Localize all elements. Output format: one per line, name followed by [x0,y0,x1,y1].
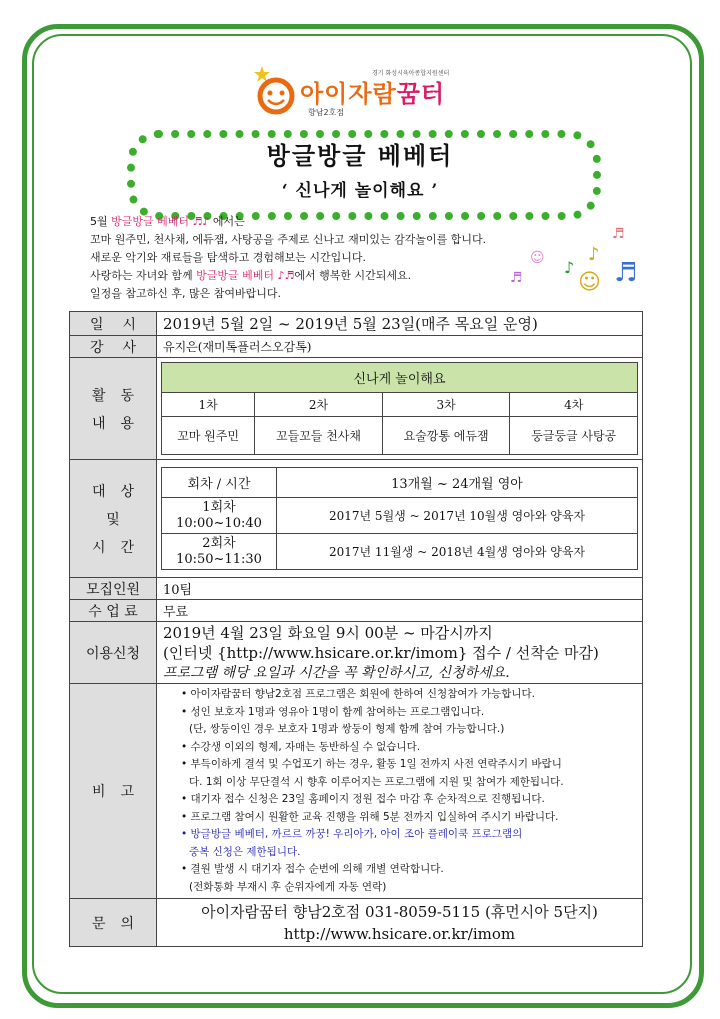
remark-item: 다. 1회 이상 무단결석 시 향후 이루어지는 프로그램에 지원 및 참여가 제한됩니다. [189,775,564,788]
value-recruit: 10팀 [157,578,643,600]
session-1-target: 2017년 5월생 ~ 2017년 10월생 영아와 양육자 [277,498,638,534]
music-note-icon: ♬ [614,258,638,288]
music-note-icon: ♪ [588,244,600,265]
value-fee: 무료 [157,600,643,622]
intro-line-1: 5월 방글방글 베베터 ♬♪ 에서는 [90,215,245,228]
apply-period: 2019년 4월 23일 화요일 9시 00분 ~ 마감시까지 [163,623,493,642]
value-target [157,460,643,578]
remark-item: • 프로그램 참여시 원활한 교육 진행을 위해 5분 전까지 입실하여 주시기 바랍니다. [181,810,559,823]
label-contact: 문 의 [70,899,157,947]
activity-table [161,362,638,455]
value-activity [157,358,643,460]
page-title: 방글방글 베베터 [266,141,454,170]
apply-notice: 프로그램 해당 요일과 시간을 꼭 확인하시고, 신청하세요. [163,664,510,681]
logo [252,64,492,124]
label-activity: 활 동 내 용 [70,358,157,460]
activity-round: 3차 [382,393,510,417]
intro-line-2: 꼬마 원주민, 천사채, 에듀잼, 사탕공을 주제로 신나고 재미있는 감각놀이를 합니다. [90,233,487,246]
session-1: 1회차 10:00~10:40 [162,498,277,534]
label-fee: 수 업 료 [70,600,157,622]
remark-item: (단, 쌍둥이인 경우 보호자 1명과 쌍둥이 형제 함께 참여 가능합니다.) [189,723,505,735]
logo-center-name: 경기 화성시육아종합지원센터 [372,70,450,77]
value-apply [157,622,643,684]
target-head-val: 13개월 ~ 24개월 영아 [277,468,638,498]
music-note-icon: ♪ [564,258,575,277]
contact-url[interactable]: http://www.hsicare.or.kr/imom [283,924,516,943]
intro-line-4: 사랑하는 자녀와 함께 방글방글 베베터 ♪♬에서 행복한 시간되세요. [90,269,412,282]
target-head-col: 회차 / 시간 [162,468,277,498]
apply-method: (인터넷 {http://www.hsicare.or.kr/imom} 접수 / 선착순 마감) [163,643,599,662]
page-subtitle: ‘ 신나게 놀이해요 ’ [281,181,439,201]
label-apply: 이용신청 [70,622,157,684]
label-remarks: 비 고 [70,684,157,899]
row-date [70,312,643,336]
value-contact [157,899,643,947]
activity-round: 2차 [255,393,383,417]
remark-item: (전화통화 부재시 후 순위자에게 자동 연락) [189,880,387,893]
row-remarks [70,684,643,899]
remark-item: • 아이자람꿈터 향남2호점 프로그램은 회원에 한하여 신청참여가 가능합니다. [181,688,536,700]
activity-topic: 요술깡통 에듀잼 [382,417,510,455]
remark-item: 중복 신청은 제한됩니다. [189,845,301,858]
remark-item: • 수강생 이외의 형제, 자매는 동반하실 수 없습니다. [181,740,421,753]
row-apply [70,622,643,684]
activity-header: 신나게 놀이해요 [162,363,638,393]
logo-branch: 향남2호점 [308,108,345,117]
row-fee [70,600,643,622]
remark-item: • 부득이하게 결석 및 수업포기 하는 경우, 활동 1일 전까지 사전 연락주시기 바랍니 [181,758,562,770]
target-table [161,467,638,570]
intro-line-3: 새로운 악기와 재료들을 탐색하고 경험해보는 시간입니다. [90,251,367,264]
logo-face-icon [252,64,302,124]
logo-title [300,74,445,109]
music-note-icon: ♬ [612,226,625,242]
label-recruit: 모집인원 [70,578,157,600]
intro-line-5: 일정을 참고하신 후, 많은 참여바랍니다. [90,287,281,300]
contact-phone: 아이자람꿈터 향남2호점 031-8059-5115 (휴먼시아 5단지) [201,902,598,921]
music-note-icon: ♬ [510,270,523,286]
info-table [69,311,643,947]
label-date: 일 시 [70,312,157,336]
remark-item: • 대기자 접수 신청은 23일 홈페이지 정원 접수 마감 후 순차적으로 진행됩니다. [181,793,545,805]
remark-item: • 방글방글 베베터, 까르르 까꿍! 우리아가, 아이 조아 플레이쿡 프로그램의 [181,828,523,840]
value-teacher: 유지은(재미톡플러스오감톡) [157,336,643,358]
row-contact [70,899,643,947]
smiley-icon: ☺ [578,270,601,295]
session-2-target: 2017년 11월생 ~ 2018년 4월생 영아와 양육자 [277,534,638,570]
row-target [70,460,643,578]
label-target: 대 상 및 시 간 [70,460,157,578]
activity-round: 4차 [510,393,638,417]
session-2: 2회차 10:50~11:30 [162,534,277,570]
smiley-icon: ☺ [530,250,545,266]
row-activity [70,358,643,460]
logo-title-part2: 꿈터 [396,80,446,108]
value-date: 2019년 5월 2일 ~ 2019년 5월 23일(매주 목요일 운영) [157,312,643,336]
value-remarks [157,684,643,899]
activity-topic: 꼬들꼬들 천사채 [255,417,383,455]
row-recruit [70,578,643,600]
activity-topic: 꼬마 원주민 [162,417,255,455]
label-teacher: 강 사 [70,336,157,358]
activity-round: 1차 [162,393,255,417]
activity-topic: 둥글둥글 사탕공 [510,417,638,455]
logo-title-part1: 아이자람 [300,80,397,108]
remark-item: • 성인 보호자 1명과 영유아 1명이 함께 참여하는 프로그램입니다. [181,705,485,718]
row-teacher [70,336,643,358]
remark-item: • 결원 발생 시 대기자 접수 순번에 의해 개별 연락합니다. [181,863,444,875]
